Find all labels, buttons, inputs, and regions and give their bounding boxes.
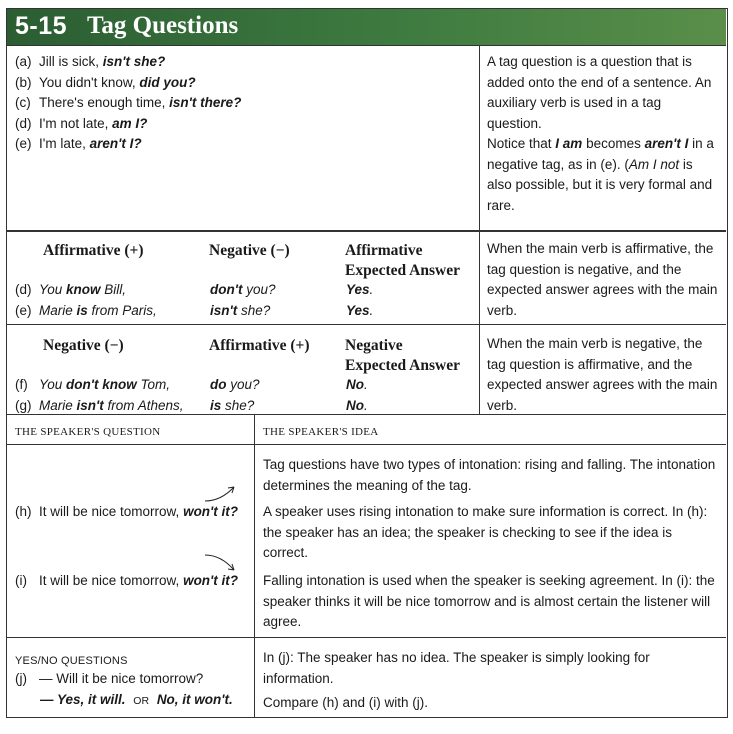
- example-b: (b) You didn't know, did you?: [15, 74, 196, 90]
- example-j: (j) — Will it be nice tomorrow?: [15, 671, 204, 686]
- example-j-answers: — Yes, it will. OR No, it won't.: [40, 692, 233, 707]
- examples-a-e: [15, 52, 241, 155]
- example-i: (i) It will be nice tomorrow, won't it?: [15, 573, 239, 588]
- chart-title: Tag Questions: [87, 12, 239, 39]
- col-header-negative: Negative (−): [209, 242, 290, 259]
- example-row-e: (e) Marie is from Paris,: [15, 302, 157, 318]
- example-h: (h) It will be nice tomorrow, won't it?: [15, 504, 239, 519]
- col-header-answer: Affirmative Expected Answer: [345, 242, 460, 279]
- example-e: (e) I'm late, aren't I?: [15, 136, 142, 151]
- answers-f-g: No. No.: [346, 377, 368, 413]
- divider: [7, 324, 726, 325]
- chart-number: 5-15: [15, 12, 68, 40]
- col-header-answer: Negative Expected Answer: [345, 337, 460, 374]
- chart-header: [7, 9, 726, 45]
- tags-f-g: do you? is she?: [210, 377, 260, 413]
- section1-explanation: A tag question is a question that is added onto the end of a sentence. An auxiliary verb is used in a tag question. Notice that I am becomes aren't I in a negative tag, as in (e). (Am I not is also possible, but it is very formal and rare.: [487, 54, 714, 213]
- example-row-g: (g) Marie isn't from Athens,: [15, 397, 184, 413]
- example-row-f: (f) You don't know Tom,: [15, 377, 170, 392]
- divider: [7, 637, 726, 638]
- col-header-negative: Negative (−): [43, 337, 124, 354]
- yes-no-explanation: In (j): The speaker has no idea. The speaker is simply looking for information. Compare (h) and (i) with (j).: [263, 650, 650, 710]
- col-header-affirmative: Affirmative (+): [43, 242, 144, 259]
- rising-intonation-explanation: A speaker uses rising intonation to make sure information is correct. In (h): the speaker has an idea; the speaker is checking to see if the idea is correct.: [263, 504, 708, 560]
- section3-explanation: When the main verb is negative, the tag question is affirmative, and the expected answer agrees with the main verb.: [487, 336, 718, 413]
- example-d: (d) I'm not late, am I?: [15, 115, 148, 131]
- divider: [7, 444, 726, 445]
- example-c: (c) There's enough time, isn't there?: [15, 95, 242, 110]
- col-header-affirmative: Affirmative (+): [209, 337, 310, 354]
- examples-d-e: [15, 280, 157, 321]
- yes-no-questions-header: YES/NO QUESTIONS: [15, 655, 128, 667]
- divider: [7, 230, 726, 232]
- example-a: (a) Jill is sick, isn't she?: [15, 54, 166, 69]
- example-row-d: (d) You know Bill,: [15, 282, 127, 297]
- divider: [7, 45, 726, 46]
- tags-d-e: don't you? isn't she?: [210, 282, 276, 318]
- speakers-idea-header: THE SPEAKER'S IDEA: [263, 426, 379, 438]
- speakers-question-header: THE SPEAKER'S QUESTION: [15, 426, 161, 438]
- divider: [254, 414, 255, 717]
- grammar-chart: [6, 8, 728, 718]
- divider: [479, 45, 480, 415]
- falling-intonation-explanation: Falling intonation is used when the speaker is seeking agreement. In (i): the speaker thinks it will be nice tomorrow and is almost certain the listener will agree.: [263, 573, 715, 629]
- examples-f-g: [15, 375, 184, 416]
- answers-d-e: Yes. Yes.: [346, 282, 374, 318]
- intonation-intro: Tag questions have two types of intonation: rising and falling. The intonation determines the meaning of the tag.: [263, 457, 716, 493]
- section2-explanation: When the main verb is affirmative, the tag question is negative, and the expected answer agrees with the main verb.: [487, 241, 718, 318]
